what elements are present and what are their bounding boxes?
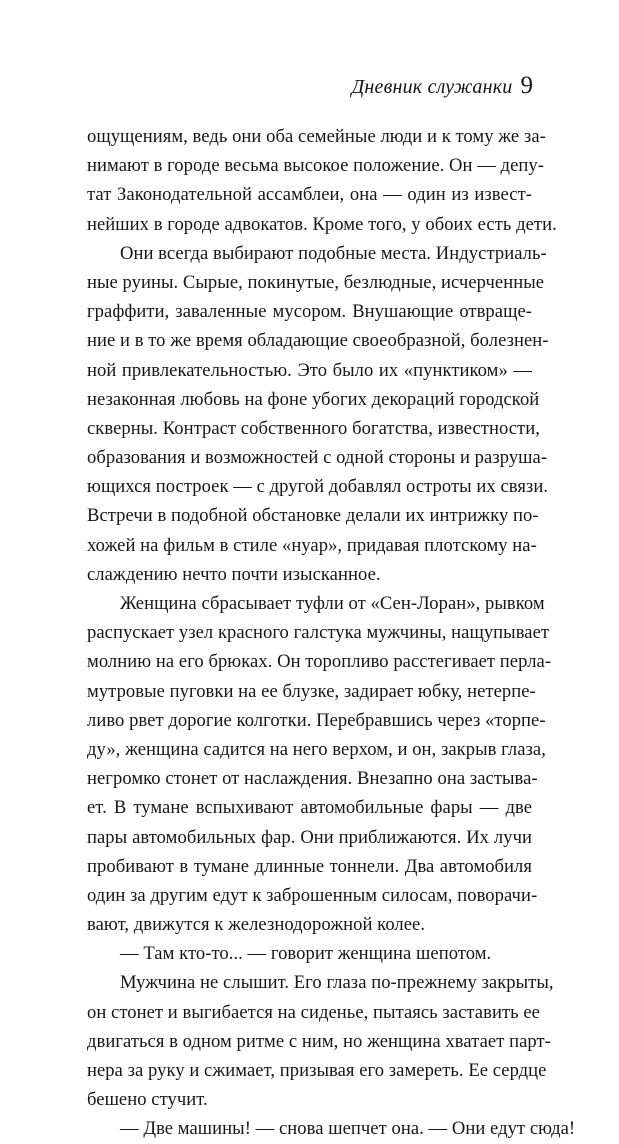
running-head-title: Дневник служанки bbox=[351, 76, 513, 98]
text-line: бешено стучит. bbox=[87, 1089, 208, 1111]
text-line: пробивают в тумане длинные тоннели. Два автомобиля bbox=[87, 855, 532, 877]
text-line: — Две машины! — снова шепчет она. — Они едут сюда! bbox=[120, 1118, 576, 1140]
text-line: образования и возможностей с одной стороны и разруша- bbox=[87, 447, 548, 469]
body-text bbox=[87, 122, 576, 1144]
text-line: хожей на фильм в стиле «нуар», придавая плотскому на- bbox=[87, 534, 537, 556]
text-line: молнию на его брюках. Он торопливо расстегивает перла- bbox=[87, 651, 552, 673]
text-line: Они всегда выбирают подобные места. Индустриаль- bbox=[120, 242, 547, 264]
text-line: ной привлекательностью. Это было их «пунктиком» — bbox=[87, 359, 532, 381]
text-line: граффити, заваленные мусором. Внушающие отвраще- bbox=[87, 301, 532, 323]
text-line: ние и в то же время обладающие своеобразной, болезнен- bbox=[87, 330, 549, 352]
text-line: пары автомобильных фар. Они приближаются. Их лучи bbox=[87, 826, 532, 848]
text-line: негромко стонет от наслаждения. Внезапно она застыва- bbox=[87, 768, 538, 790]
text-line: скверны. Контраст собственного богатства, известности, bbox=[87, 417, 540, 439]
text-line: нейших в городе адвокатов. Кроме того, у обоих есть дети. bbox=[87, 213, 557, 235]
text-line: ду», женщина садится на него верхом, и он, закрыв глаза, bbox=[87, 738, 546, 760]
text-line: Мужчина не слышит. Его глаза по-прежнему закрыты, bbox=[120, 972, 554, 994]
text-line: двигаться в одном ритме с ним, но женщина хватает парт- bbox=[87, 1030, 551, 1052]
text-line: нимают в городе весьма высокое положение. Он — депу- bbox=[87, 155, 544, 177]
text-line: нера за руку и сжимает, призывая его замереть. Ее сердце bbox=[87, 1060, 547, 1081]
text-line: Встречи в подобной обстановке делали их интрижку по- bbox=[87, 505, 539, 527]
text-line: ет. В тумане вспыхивают автомобильные фары — две bbox=[87, 797, 532, 819]
text-line: ющихся построек — с другой добавлял остроты их связи. bbox=[87, 476, 549, 498]
text-line: ливо рвет дорогие колготки. Перебравшись через «торпе- bbox=[87, 709, 546, 731]
running-head bbox=[351, 72, 533, 100]
text-line: распускает узел красного галстука мужчины, нащупывает bbox=[87, 622, 550, 644]
text-line: Женщина сбрасывает туфли от «Сен-Лоран», рывком bbox=[120, 593, 545, 614]
text-line: незаконная любовь на фоне убогих декораций городской bbox=[87, 388, 540, 410]
text-line: — Там кто-то... — говорит женщина шепотом. bbox=[120, 943, 492, 965]
text-line: тат Законодательной ассамблеи, она — один из извест- bbox=[87, 184, 532, 206]
text-line: один за другим едут к заброшенным силосам, поворачи- bbox=[87, 884, 538, 906]
text-line: ощущениям, ведь они оба семейные люди и к тому же за- bbox=[87, 126, 546, 147]
text-line: ные руины. Сырые, покинутые, безлюдные, исчерченные bbox=[87, 271, 545, 293]
text-line: слаждению нечто почти изысканное. bbox=[87, 563, 381, 585]
text-line: он стонет и выгибается на сиденье, пытаясь заставить ее bbox=[87, 1001, 540, 1023]
text-line: мутровые пуговки на ее блузке, задирает юбку, нетерпе- bbox=[87, 680, 536, 702]
page-number: 9 bbox=[520, 72, 533, 99]
text-line: вают, движутся к железнодорожной колее. bbox=[87, 914, 426, 936]
